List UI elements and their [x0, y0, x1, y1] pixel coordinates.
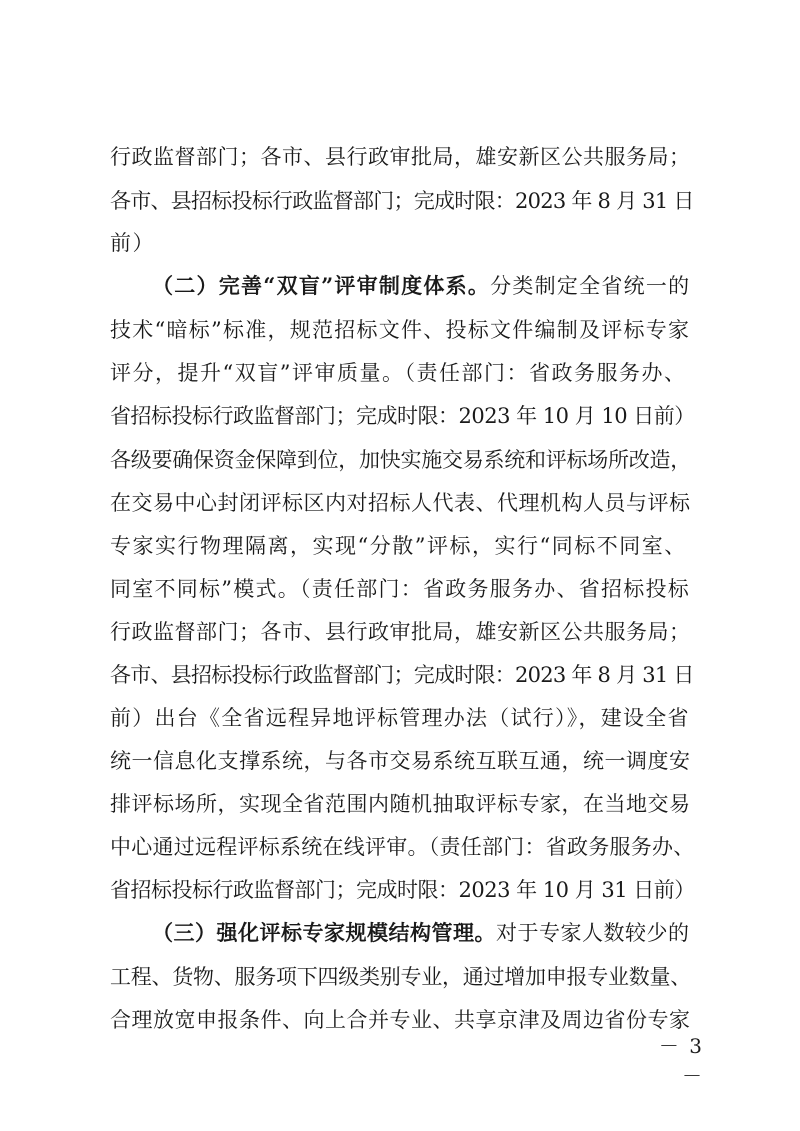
text-line	[110, 310, 695, 350]
section-heading: （三）强化评标专家规模结构管理。	[152, 920, 496, 945]
text-segment: 在交易中心封闭评标区内对招标人代表、代理机构人员与评标	[110, 491, 691, 515]
text-line	[110, 655, 695, 695]
text-line	[110, 353, 695, 393]
text-segment: 分类制定全省统一的	[490, 274, 691, 298]
text-segment: 省招标投标行政监督部门；完成时限：2023 年 10 月 31 日前）	[110, 878, 695, 902]
text-line	[110, 181, 695, 221]
text-segment: 合理放宽申报条件、向上合并专业、共享京津及周边省份专家	[110, 1008, 691, 1032]
section-heading: （二）完善“双盲”评审制度体系。	[152, 273, 491, 298]
text-line	[110, 569, 695, 609]
text-segment: 评分，提升“双盲”评审质量。（责任部门：省政务服务办、	[110, 361, 687, 385]
text-line	[110, 827, 695, 867]
text-segment: 前）出台《全省远程异地评标管理办法（试行）》，建设全省	[110, 706, 690, 730]
text-segment: 统一信息化支撑系统，与各市交易系统互联互通，统一调度安	[110, 749, 691, 773]
text-line	[110, 957, 695, 997]
text-line	[110, 483, 695, 523]
text-segment: 对于专家人数较少的	[496, 921, 690, 945]
text-line	[110, 223, 695, 263]
text-line	[110, 870, 695, 910]
text-line	[110, 741, 695, 781]
section-heading-line	[152, 913, 695, 953]
text-segment: 专家实行物理隔离，实现“分散”评标，实行“同标不同室、	[110, 534, 687, 558]
text-segment: 工程、货物、服务项下四级类别专业，通过增加申报专业数量、	[110, 965, 691, 989]
text-segment: 排评标场所，实现全省范围内随机抽取评标专家，在当地交易	[110, 792, 691, 816]
text-line	[110, 784, 695, 824]
text-segment: 行政监督部门；各市、县行政审批局，雄安新区公共服务局；	[110, 620, 691, 644]
text-segment: 省招标投标行政监督部门；完成时限：2023 年 10 月 10 日前）	[110, 404, 695, 428]
text-line	[110, 440, 695, 480]
section-heading-line	[152, 266, 695, 306]
text-segment: 同室不同标”模式。（责任部门：省政务服务办、省招标投标	[110, 577, 690, 601]
text-segment: 中心通过远程评标系统在线评审。（责任部门：省政务服务办、	[110, 835, 695, 859]
text-segment: 前）	[110, 231, 155, 255]
text-segment: 技术“暗标”标准，规范招标文件、投标文件编制及评标专家	[110, 318, 691, 342]
text-line	[110, 396, 695, 436]
text-segment: 各市、县招标投标行政监督部门；完成时限：2023 年 8 月 31 日	[110, 189, 694, 213]
text-line	[110, 612, 695, 652]
page-number: － 3 －	[658, 1034, 704, 1088]
text-line	[110, 698, 695, 738]
text-segment: 行政监督部门；各市、县行政审批局，雄安新区公共服务局；	[110, 145, 691, 169]
text-segment: 各市、县招标投标行政监督部门；完成时限：2023 年 8 月 31 日	[110, 663, 694, 687]
text-segment: 各级要确保资金保障到位，加快实施交易系统和评标场所改造，	[110, 448, 691, 472]
text-line	[110, 526, 695, 566]
text-line	[110, 137, 695, 177]
text-line	[110, 1000, 695, 1040]
